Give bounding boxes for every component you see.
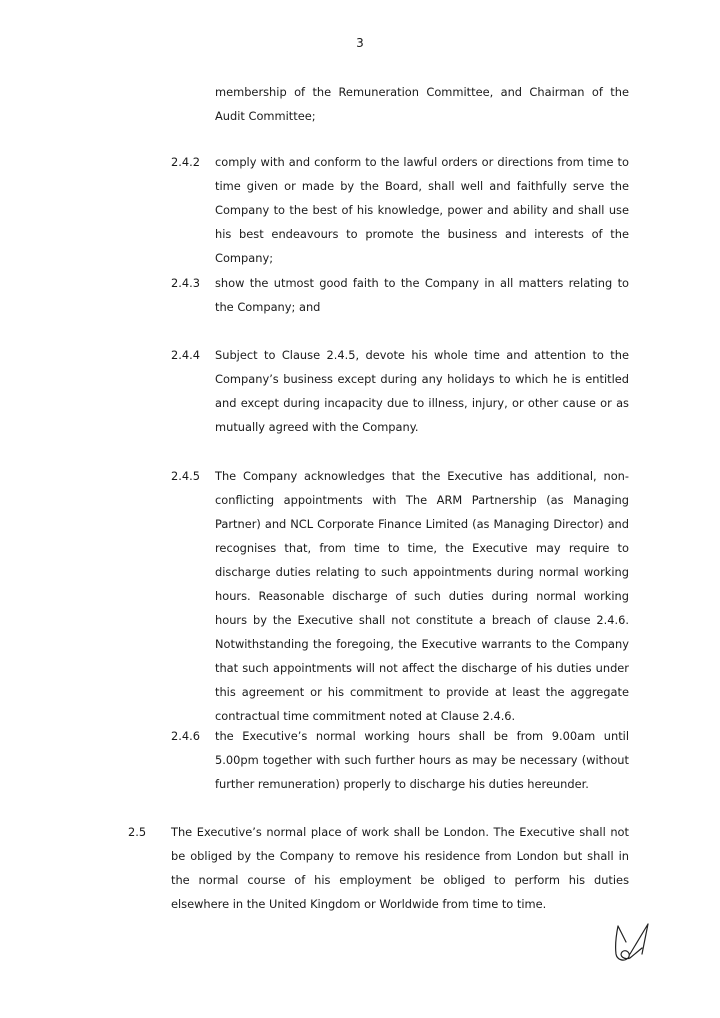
continuation-paragraph: membership of the Remuneration Committee, and Chairman of the Audit Committee; (215, 85, 629, 123)
signature-initials-icon (612, 920, 660, 970)
page-number: 3 (356, 36, 364, 50)
clause-text: show the utmost good faith to the Company in all matters relating to the Company; and (215, 276, 629, 314)
section-text: The Executive’s normal place of work shall be London. The Executive shall not be obliged by the Company to remove his residence from London but shall in the normal course of his employment be obliged to perform his duties elsewhere in the United Kingdom or Worldwide from time to time. (171, 825, 629, 911)
clause-number: 2.4.5 (171, 469, 200, 483)
clause-text: Subject to Clause 2.4.5, devote his whole time and attention to the Company’s business except during any holidays to which he is entitled and except during incapacity due to illness, injury, or other cause or as mutually agreed with the Company. (215, 348, 629, 434)
clause-number: 2.4.6 (171, 729, 200, 743)
section-number: 2.5 (128, 825, 147, 839)
clause-text: the Executive’s normal working hours shall be from 9.00am until 5.00pm together with such further hours as may be necessary (without further remuneration) properly to discharge his duties hereunder. (215, 729, 629, 791)
clause-text: The Company acknowledges that the Executive has additional, non-conflicting appointments with The ARM Partnership (as Managing Partner) and NCL Corporate Finance Limited (as Managing Director) and recognises that, from time to time, the Executive may require to discharge duties relating to such appointments during normal working hours. Reasonable discharge of such duties during normal working hours by the Executive shall not constitute a breach of clause 2.4.6. Notwithstanding the foregoing, the Executive warrants to the Company that such appointments will not affect the discharge of his duties under this agreement or his commitment to provide at least the aggregate contractual time commitment noted at Clause 2.4.6. (215, 469, 629, 723)
clause-number: 2.4.4 (171, 348, 200, 362)
clause-text: comply with and conform to the lawful orders or directions from time to time given or made by the Board, shall well and faithfully serve the Company to the best of his knowledge, power and ability and shall use his best endeavours to promote the business and interests of the Company; (215, 155, 629, 265)
clause-number: 2.4.3 (171, 276, 200, 290)
clause-number: 2.4.2 (171, 155, 200, 169)
